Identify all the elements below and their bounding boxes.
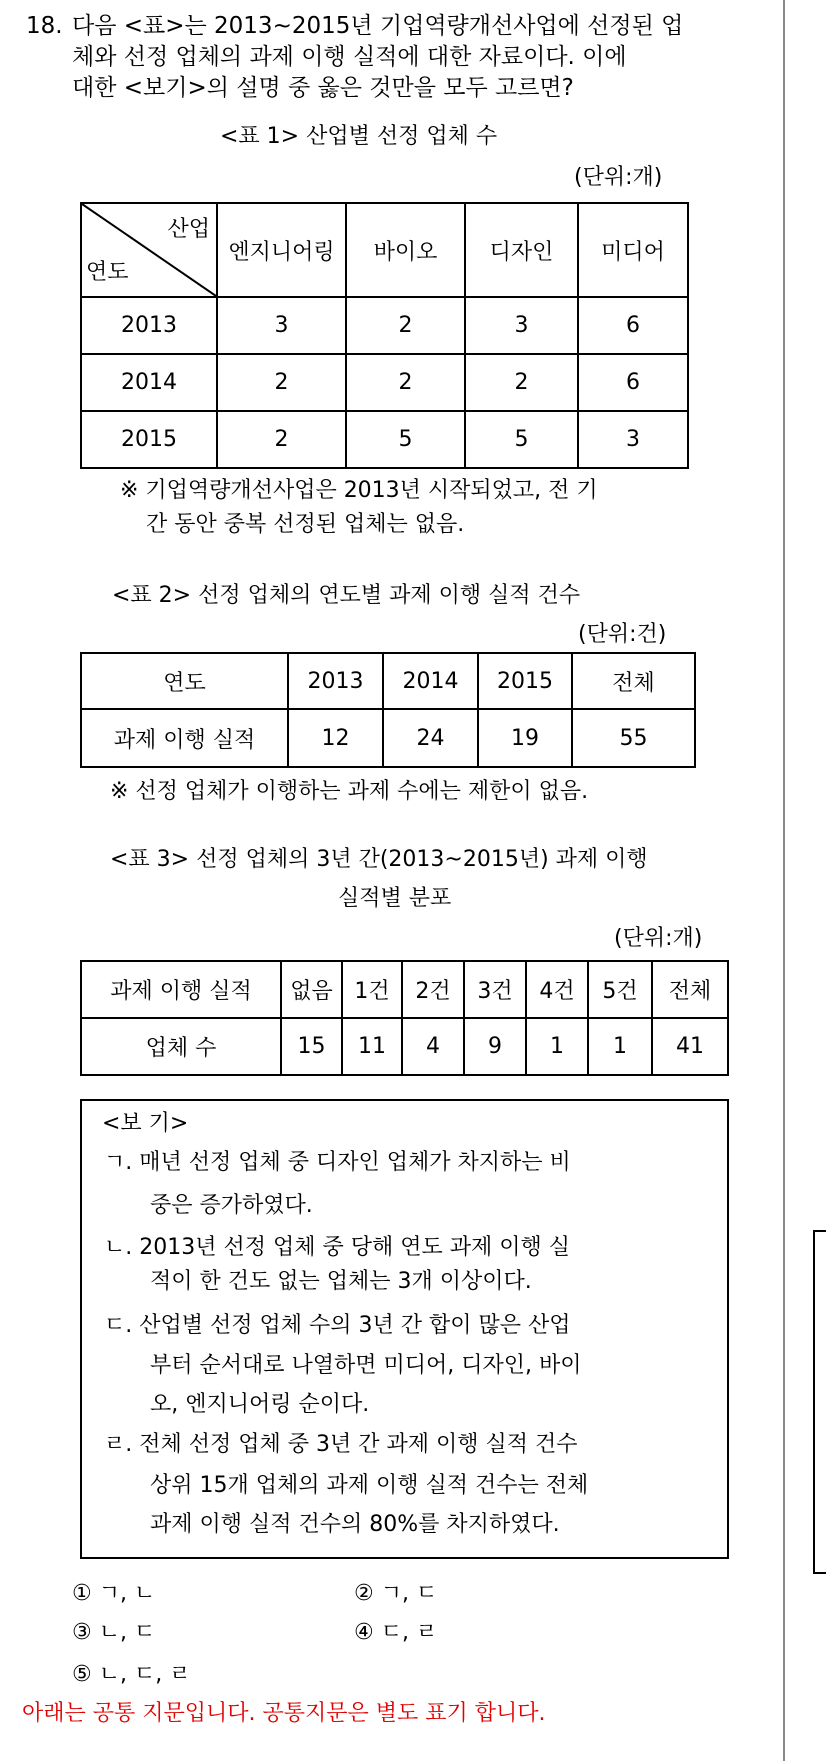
bogi-item: ㄱ. 매년 선정 업체 중 디자인 업체가 차지하는 비 — [104, 1150, 571, 1175]
table3-unit: (단위:개) — [614, 926, 703, 951]
value-cell: 55 — [572, 709, 695, 767]
choice-5[interactable]: ⑤ ㄴ, ㄷ, ㄹ — [72, 1662, 191, 1687]
value-cell: 6 — [578, 354, 688, 411]
value-cell: 41 — [652, 1018, 728, 1075]
table-row — [81, 297, 688, 354]
bogi-item: 중은 증가하였다. — [150, 1193, 313, 1218]
common-passage-notice: 아래는 공통 지문입니다. 공통지문은 별도 표기 합니다. — [22, 1701, 546, 1726]
header-cell: 3건 — [464, 961, 526, 1018]
table1-title: <표 1> 산업별 선정 업체 수 — [220, 124, 498, 149]
header-cell: 과제 이행 실적 — [81, 961, 281, 1018]
value-cell: 1 — [526, 1018, 588, 1075]
table3 — [80, 960, 729, 1076]
header-cell: 4건 — [526, 961, 588, 1018]
bogi-item: 과제 이행 실적 건수의 80%를 차지하였다. — [150, 1512, 560, 1537]
table-row — [81, 709, 695, 767]
year-cell: 2014 — [81, 354, 217, 411]
value-cell: 2 — [217, 411, 346, 468]
year-cell: 2015 — [81, 411, 217, 468]
header-cell: 2015 — [478, 653, 572, 709]
header-cell: 바이오 — [346, 203, 465, 297]
bogi-item: 적이 한 건도 없는 업체는 3개 이상이다. — [150, 1269, 532, 1294]
table-row — [81, 961, 728, 1018]
header-cell: 2013 — [288, 653, 383, 709]
bogi-item: ㄹ. 전체 선정 업체 중 3년 간 과제 이행 실적 건수 — [104, 1432, 578, 1457]
value-cell: 3 — [578, 411, 688, 468]
value-cell: 15 — [281, 1018, 342, 1075]
choice-1[interactable]: ① ㄱ, ㄴ — [72, 1581, 156, 1606]
header-cell: 엔지니어링 — [217, 203, 346, 297]
bogi-title: <보 기> — [102, 1111, 189, 1136]
header-cell: 디자인 — [465, 203, 578, 297]
year-cell: 2013 — [81, 297, 217, 354]
header-cell: 2014 — [383, 653, 478, 709]
header-cell: 없음 — [281, 961, 342, 1018]
question-line: 체와 선정 업체의 과제 이행 실적에 대한 자료이다. 이에 — [72, 44, 627, 70]
bogi-item: ㄴ. 2013년 선정 업체 중 당해 연도 과제 이행 실 — [104, 1235, 570, 1260]
value-cell: 24 — [383, 709, 478, 767]
value-cell: 5 — [465, 411, 578, 468]
table-row — [81, 653, 695, 709]
header-cell: 전체 — [652, 961, 728, 1018]
value-cell: 1 — [588, 1018, 652, 1075]
bogi-item: 부터 순서대로 나열하면 미디어, 디자인, 바이 — [150, 1353, 582, 1378]
table2-note: ※ 선정 업체가 이행하는 과제 수에는 제한이 없음. — [110, 779, 589, 804]
bogi-item: 상위 15개 업체의 과제 이행 실적 건수는 전체 — [150, 1473, 589, 1498]
table2-title: <표 2> 선정 업체의 연도별 과제 이행 실적 건수 — [112, 583, 581, 608]
value-cell: 2 — [346, 297, 465, 354]
table1-note: ※ 기업역량개선사업은 2013년 시작되었고, 전 기 — [120, 478, 598, 503]
row-label: 과제 이행 실적 — [81, 709, 288, 767]
table-row — [81, 1018, 728, 1075]
column-divider — [783, 0, 785, 1761]
value-cell: 2 — [346, 354, 465, 411]
corner-top-label: 산업 — [167, 217, 210, 242]
header-cell: 미디어 — [578, 203, 688, 297]
question-number: 18. — [26, 13, 63, 39]
header-cell: 5건 — [588, 961, 652, 1018]
value-cell: 6 — [578, 297, 688, 354]
value-cell: 2 — [217, 354, 346, 411]
header-cell: 1건 — [342, 961, 402, 1018]
table1-unit: (단위:개) — [574, 165, 663, 190]
choice-3[interactable]: ③ ㄴ, ㄷ — [72, 1620, 156, 1645]
table3-title: 실적별 분포 — [338, 886, 452, 911]
value-cell: 4 — [402, 1018, 464, 1075]
table-row — [81, 354, 688, 411]
adjacent-column-table-edge — [813, 1230, 826, 1574]
table-row — [81, 411, 688, 468]
value-cell: 3 — [217, 297, 346, 354]
value-cell: 12 — [288, 709, 383, 767]
table3-title: <표 3> 선정 업체의 3년 간(2013~2015년) 과제 이행 — [110, 847, 648, 872]
table2-unit: (단위:건) — [578, 622, 667, 647]
header-cell: 연도 — [81, 653, 288, 709]
table2 — [80, 652, 696, 768]
question-line: 대한 <보기>의 설명 중 옳은 것만을 모두 고르면? — [72, 75, 574, 101]
table1 — [80, 202, 689, 469]
corner-bottom-label: 연도 — [86, 260, 129, 285]
bogi-item: ㄷ. 산업별 선정 업체 수의 3년 간 합이 많은 산업 — [104, 1313, 571, 1338]
corner-cell — [81, 203, 217, 297]
question-line: 다음 <표>는 2013~2015년 기업역량개선사업에 선정된 업 — [72, 13, 684, 39]
table1-note: 간 동안 중복 선정된 업체는 없음. — [146, 512, 465, 537]
choice-2[interactable]: ② ㄱ, ㄷ — [354, 1581, 438, 1606]
header-cell: 전체 — [572, 653, 695, 709]
bogi-item: 오, 엔지니어링 순이다. — [150, 1392, 370, 1417]
value-cell: 11 — [342, 1018, 402, 1075]
header-cell: 2건 — [402, 961, 464, 1018]
value-cell: 3 — [465, 297, 578, 354]
row-label: 업체 수 — [81, 1018, 281, 1075]
value-cell: 5 — [346, 411, 465, 468]
value-cell: 19 — [478, 709, 572, 767]
value-cell: 9 — [464, 1018, 526, 1075]
choice-4[interactable]: ④ ㄷ, ㄹ — [354, 1620, 438, 1645]
value-cell: 2 — [465, 354, 578, 411]
